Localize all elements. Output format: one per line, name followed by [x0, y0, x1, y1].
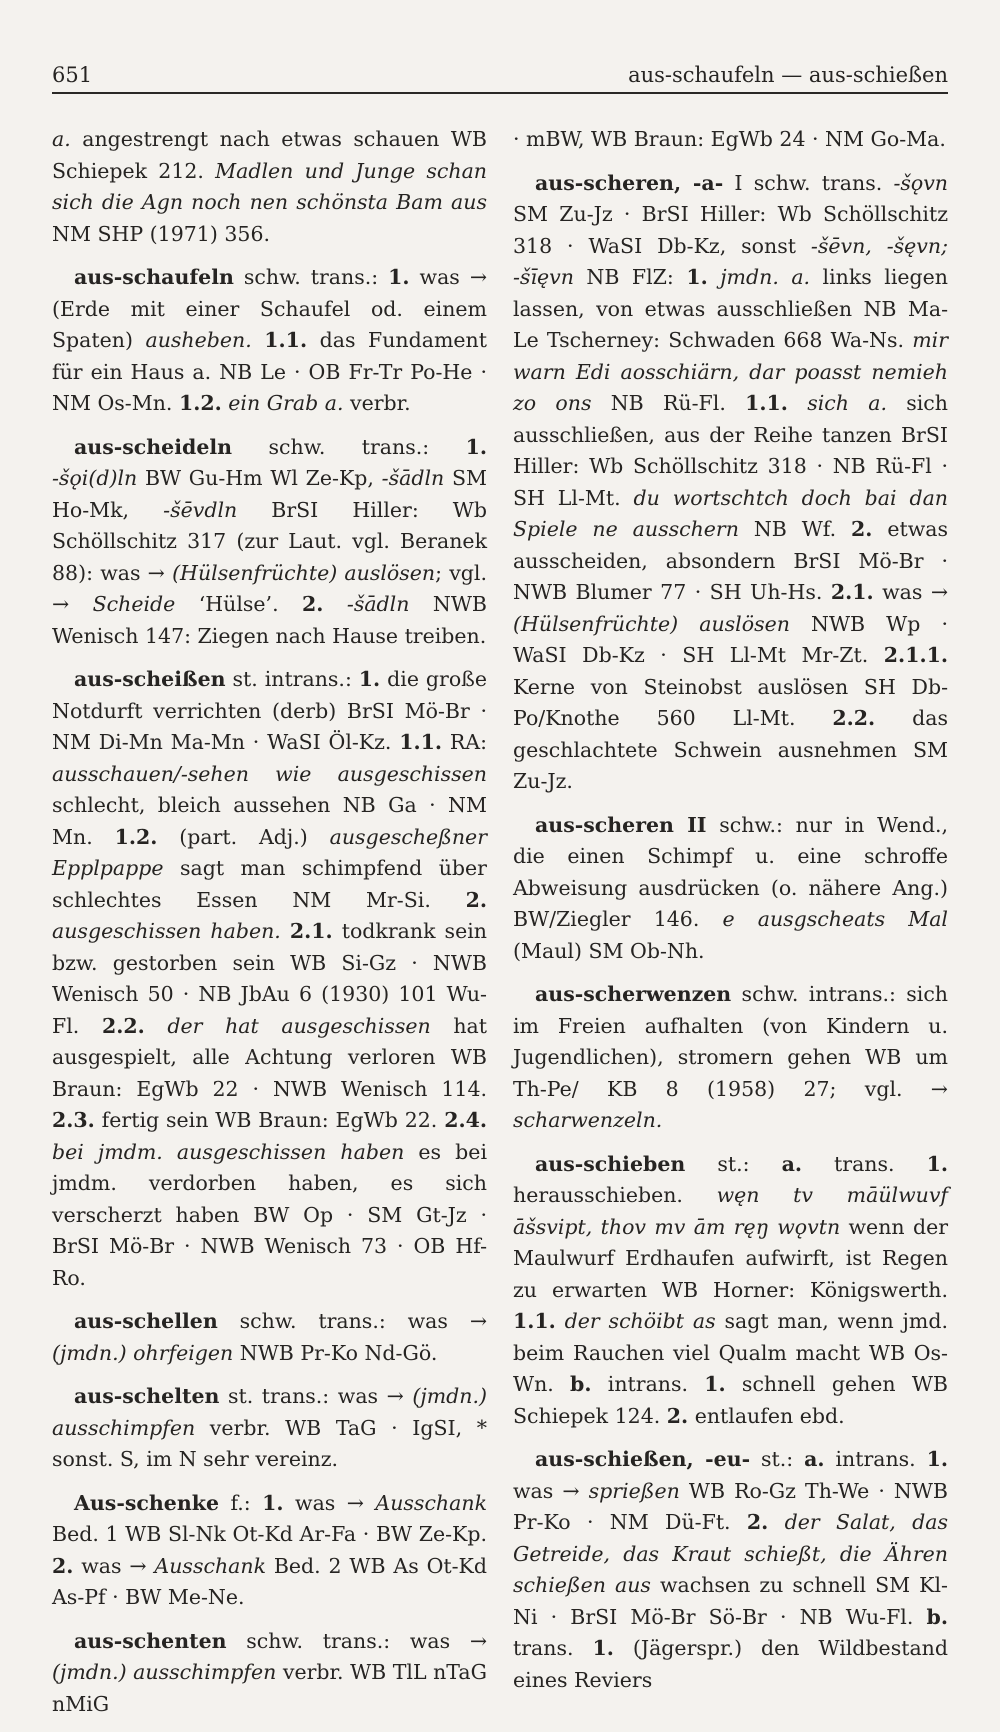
headword: Aus-schenke — [74, 1490, 219, 1515]
text-run: NWB Pr-Ko Nd-Gö. — [233, 1340, 438, 1365]
entry-paragraph — [513, 1444, 948, 1696]
headword: a. — [781, 1151, 802, 1176]
headword: aus-scheideln — [74, 434, 233, 459]
italic-text: -šēvdln — [163, 497, 238, 522]
italic-text: (jmdn.) ohrfeigen — [52, 1340, 234, 1365]
headword: 1.1. — [513, 1309, 556, 1333]
headword: 1. — [926, 1151, 948, 1176]
italic-text: sich a. — [807, 391, 887, 415]
headword: 1. — [704, 1372, 726, 1396]
text-run: wachsen zu schnell SM Kl-Ni · BrSI Mö-Br Sö-Br · NB Wu-Fl. — [513, 1573, 948, 1629]
entry-paragraph — [513, 1149, 948, 1433]
italic-text: (Hülsenfrüchte) auslösen — [513, 611, 790, 636]
headword: 2.2. — [832, 706, 876, 730]
headword: aus-schellen — [74, 1309, 218, 1333]
text-run: was → — [283, 1490, 376, 1515]
text-run: I schw. trans. — [723, 170, 894, 195]
text-run: st. trans.: was → — [219, 1384, 413, 1408]
text-run: NWB Wp · WaSI Db-Kz · SH Ll-Mt Mr-Zt. — [513, 611, 948, 667]
text-run — [768, 1510, 784, 1534]
text-run: schnell gehen WB Schiepek 124. — [513, 1372, 948, 1428]
text-run: etwas ausscheiden, absondern BrSI Mö-Br · NWB Blumer 77 · SH Uh-Hs. — [513, 517, 948, 604]
text-run: NB FlZ: — [573, 265, 687, 289]
text-run: (Jägerspr.) den Wildbestand eines Reviers — [513, 1636, 948, 1692]
text-run: NB Wf. — [738, 517, 852, 541]
text-run: verbr. WB TlL nTaG nMiG — [52, 1660, 487, 1716]
entry-paragraph — [52, 1488, 487, 1614]
headword: 1.1. — [399, 730, 443, 754]
headword: aus-scheren, -a- — [535, 170, 724, 195]
italic-text: Ausschank — [154, 1553, 267, 1578]
italic-text: ausgeschissen haben. — [52, 919, 281, 943]
text-run: schlecht, bleich aussehen NB Ga · NM Mn. — [52, 793, 487, 849]
headword: b. — [926, 1604, 948, 1629]
text-run — [281, 919, 290, 943]
text-run: die große Notdurft verrichten (derb) BrSI Mö-Br · NM Di-Mn Ma-Mn · WaSI Öl-Kz. — [52, 667, 487, 754]
text-run: sagt man, wenn jmd. beim Rauchen viel Qualm macht WB Os-Wn. — [513, 1309, 948, 1396]
entry-paragraph — [513, 168, 948, 798]
text-run: WB Ro-Gz Th-We · NWB Pr-Ko · NM Dü-Ft. — [513, 1478, 948, 1534]
text-run: schw. trans.: — [233, 265, 389, 289]
headword: aus-scheren II — [535, 812, 707, 837]
text-run: f.: — [218, 1490, 263, 1515]
text-run: st.: — [685, 1151, 782, 1176]
italic-text: (jmdn.) ausschimpfen — [52, 1660, 277, 1684]
entry-paragraph — [52, 262, 487, 420]
italic-text: -šǫvn — [893, 170, 949, 195]
entry-paragraph — [52, 1306, 487, 1369]
headword: 1. — [926, 1447, 949, 1471]
headword: aus-schieben — [535, 1151, 686, 1176]
text-run: das Fundament für ein Haus a. NB Le · OB Fr-Tr Po-He · NM Os-Mn. — [52, 328, 487, 415]
headword: 1. — [592, 1636, 614, 1660]
right-column — [513, 124, 948, 1708]
entry-paragraph — [52, 124, 487, 250]
headword: 2.3. — [52, 1108, 95, 1132]
headword: 1. — [358, 667, 381, 691]
running-title: aus-schaufeln — aus-schießen — [628, 63, 948, 87]
headword: 2.4. — [444, 1108, 487, 1132]
page-header — [52, 62, 948, 94]
entry-paragraph — [513, 979, 948, 1137]
text-run: verbr. — [343, 391, 411, 415]
italic-text: węn tv māülwuvf āšsvipt, thov mv ām ręŋ wǫvtn — [513, 1183, 948, 1239]
headword: aus-schaufeln — [74, 265, 234, 289]
italic-text: der hat ausgeschissen — [167, 1013, 431, 1038]
page-number: 651 — [52, 63, 93, 87]
italic-text: der Salat, das Getreide, das Kraut schießt, die Ähren schießen aus — [513, 1510, 948, 1597]
text-run: BrSI Hiller: Wb Schöllschitz 317 (zur Laut. vgl. Beranek 88): was → — [52, 497, 488, 585]
text-run: Bed. 1 WB Sl-Nk Ot-Kd Ar-Fa · BW Ze-Kp. — [52, 1522, 487, 1546]
italic-text: e ausgscheats Mal — [722, 907, 948, 931]
italic-text: Scheide — [92, 592, 176, 616]
text-run: was → — [73, 1553, 155, 1578]
text-run — [323, 592, 346, 616]
entry-paragraph — [513, 810, 948, 968]
headword: 1.1. — [745, 391, 788, 415]
headword: 1. — [465, 434, 487, 459]
italic-text: jmdn. a. — [720, 265, 811, 289]
italic-text: der schöibt as — [564, 1309, 716, 1333]
text-run: sagt man schimpfend über schlechtes Essen NM Mr-Si. — [52, 856, 487, 912]
text-run — [145, 1014, 168, 1038]
headword: aus-schießen, -eu- — [535, 1447, 751, 1471]
italic-text: (Hülsenfrüchte) auslösen — [172, 560, 436, 585]
italic-text: -šǫi(d)ln — [52, 466, 138, 490]
headword: 2.1. — [830, 580, 874, 604]
headword: 2. — [302, 592, 324, 616]
text-run: Bed. 2 WB As Ot-Kd As-Pf · BW Me-Ne. — [52, 1553, 487, 1609]
headword: 1.2. — [178, 391, 222, 415]
italic-text: scharwenzeln. — [513, 1108, 663, 1132]
headword: 1.2. — [114, 824, 158, 849]
text-run: hat ausgespielt, alle Achtung verloren WB Braun: EgWb 22 · NWB Wenisch 114. — [52, 1013, 487, 1101]
text-run: trans. — [801, 1151, 927, 1176]
text-run: st. intrans.: — [225, 667, 359, 691]
text-run: schw. trans.: was → — [226, 1628, 487, 1653]
text-run: links liegen lassen, von etwas ausschließen NB Ma-Le Tscherney: Schwaden 668 Wa-Ns. — [513, 265, 948, 352]
text-run: angestrengt nach etwas schauen WB Schiepek 212. — [52, 127, 487, 183]
headword: 2. — [465, 887, 487, 912]
text-run: verbr. WB TaG · IgSI, * sonst. S, im N sehr vereinz. — [52, 1415, 487, 1471]
text-run: Kerne von Steinobst auslösen SH Db-Po/Knothe 560 Ll-Mt. — [513, 674, 948, 730]
headword: 2. — [52, 1553, 74, 1578]
headword: 2.2. — [101, 1013, 145, 1038]
text-run: sich ausschließen, aus der Reihe tanzen BrSI Hiller: Wb Schöllschitz 318 · NB Rü-Fl · SH Ll-Mt. — [513, 391, 948, 510]
text-run: (Maul) SM Ob-Nh. — [513, 938, 705, 963]
text-run: was → — [873, 580, 948, 604]
headword: aus-schelten — [74, 1384, 220, 1408]
text-run: ; vgl. → — [52, 560, 487, 616]
text-run: todkrank sein bzw. gestorben sein WB Si-Gz · NWB Wenisch 50 · NB JbAu 6 (1930) 101 Wu-Fl. — [52, 919, 487, 1038]
headword: a. — [804, 1447, 825, 1471]
italic-text: ausschauen/-sehen wie ausgeschissen — [52, 761, 487, 786]
italic-text: Madlen und Junge schan sich die Agn noch nen schönsta Bam aus — [52, 158, 487, 214]
italic-text: sprießen — [588, 1478, 680, 1503]
text-run — [708, 265, 720, 289]
headword: 2.1.1. — [883, 643, 948, 667]
headword: aus-scheißen — [74, 667, 226, 691]
entry-paragraph — [52, 1626, 487, 1721]
text-run: NWB Wenisch 147: Ziegen nach Hause treiben. — [52, 592, 487, 648]
text-run: intrans. — [591, 1372, 705, 1396]
text-run: SM Zu-Jz · BrSI Hiller: Wb Schöllschitz 318 · WaSI Db-Kz, sonst — [513, 202, 948, 258]
italic-text: ausgescheßner Epplpappe — [52, 824, 487, 880]
headword: 2. — [666, 1403, 689, 1428]
text-run: NM SHP (1971) 356. — [52, 221, 271, 246]
italic-text: (jmdn.) ausschimpfen — [52, 1384, 487, 1440]
italic-text: du wortschtch doch bai dan Spiele ne ausschern — [513, 485, 948, 541]
headword: 2.1. — [289, 919, 333, 943]
text-run: RA: — [442, 730, 488, 754]
text-run: schw. trans.: — [232, 434, 466, 459]
italic-text: a. — [52, 127, 71, 151]
text-run: intrans. — [824, 1447, 927, 1471]
text-run: st.: — [750, 1447, 805, 1471]
entry-paragraph — [513, 124, 948, 156]
text-run — [252, 328, 265, 352]
text-run — [788, 391, 807, 415]
headword: aus-scherwenzen — [535, 982, 732, 1006]
text-run — [556, 1309, 565, 1333]
text-run: was → — [513, 1478, 589, 1503]
italic-text: ein Grab a. — [228, 391, 344, 415]
italic-text: Ausschank — [375, 1490, 487, 1515]
headword: 1.1. — [264, 328, 308, 352]
headword: b. — [570, 1372, 592, 1396]
entry-paragraph — [52, 1381, 487, 1476]
headword: 2. — [851, 517, 873, 541]
text-run: fertig sein WB Braun: EgWb 22. — [94, 1108, 445, 1132]
entry-paragraph — [52, 432, 487, 653]
headword: 1. — [262, 1490, 284, 1515]
italic-text: bei jmdm. ausgeschissen haben — [52, 1139, 405, 1164]
italic-text: -šādln — [381, 466, 445, 490]
text-run: herausschieben. — [513, 1183, 717, 1207]
entry-paragraph — [52, 664, 487, 1294]
headword: 2. — [746, 1510, 769, 1534]
text-run: trans. — [513, 1636, 593, 1660]
headword: 1. — [686, 265, 708, 289]
text-run: das geschlachtete Schwein ausnehmen SM Zu-Jz. — [513, 706, 948, 793]
text-run: (part. Adj.) — [157, 824, 330, 849]
text-run: was → (Erde mit einer Schaufel od. einem Spaten) — [52, 265, 488, 352]
text-run: SM Ho-Mk, — [52, 466, 487, 522]
italic-text: mir warn Edi aosschiärn, dar poasst nemieh zo ons — [513, 328, 948, 415]
text-run: schw. trans.: was → — [217, 1309, 487, 1333]
text-run: es bei jmdm. verdorben haben, es sich verscherzt haben BW Op · SM Gt-Jz · BrSI Mö-Br · NWB Wenisch 73 · OB Hf-Ro. — [52, 1139, 487, 1290]
text-run: entlaufen ebd. — [688, 1403, 845, 1428]
italic-text: ausheben. — [145, 328, 252, 352]
text-run: BW Gu-Hm Wl Ze-Kp, — [137, 466, 382, 490]
left-column — [52, 124, 487, 1732]
italic-text: -šādln — [346, 592, 410, 616]
text-run: NB Rü-Fl. — [591, 391, 746, 415]
text-run: ‘Hülse’. — [175, 592, 303, 616]
headword: aus-schenten — [74, 1628, 227, 1653]
text-run: · mBW, WB Braun: EgWb 24 · NM Go-Ma. — [513, 127, 946, 151]
text-run: schw.: nur in Wend., die einen Schimpf u. eine schroffe Abweisung ausdrücken (o. nähere Ang.) BW/Ziegler 146. — [513, 812, 948, 931]
headword: 1. — [388, 265, 410, 289]
text-run: schw. intrans.: sich im Freien aufhalten (von Kindern u. Jugendlichen), stromern gehen WB um Th-Pe/ KB 8 (1958) 27; vgl. → — [513, 982, 948, 1101]
text-run: wenn der Maulwurf Erdhaufen aufwirft, ist Regen zu erwarten WB Horner: Königswerth. — [513, 1214, 949, 1302]
italic-text: -šēvn, -šęvn; -šīęvn — [513, 233, 948, 289]
